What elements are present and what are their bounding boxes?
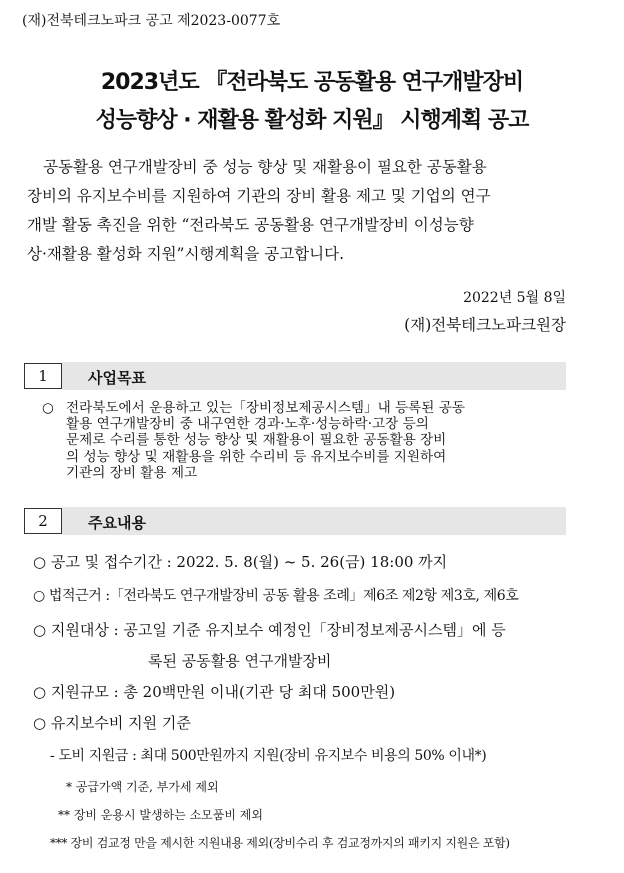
intro-paragraph xyxy=(27,153,597,269)
item-scale: ○ 지원규모 : 총 20백만원 이내(기관 당 최대 500만원) xyxy=(33,683,396,701)
item-target-cont: 록된 공동활용 연구개발장비 xyxy=(148,652,332,670)
intro-line: 상·재활용 활성화 지원”시행계획을 공고합니다. xyxy=(27,245,345,263)
section-1-line: 문제로 수리를 통한 성능 향상 및 재활용이 필요한 공동활용 장비 xyxy=(66,432,447,449)
section-1-line: 기관의 장비 활용 제고 xyxy=(66,464,198,481)
intro-line: 공동활용 연구개발장비 중 성능 향상 및 재활용이 필요한 공동활용 xyxy=(43,158,487,176)
section-2-title: 주요내용 xyxy=(88,514,146,532)
intro-line: 장비의 유지보수비를 지원하여 기관의 장비 활용 제고 및 기업의 연구 xyxy=(27,187,491,205)
announcement-date: 2022년 5월 8일 xyxy=(463,290,566,306)
section-1-line: 의 성능 향상 및 재활용을 위한 수리비 등 유지보수비를 지원하여 xyxy=(66,448,447,465)
item-period: ○ 공고 및 접수기간 : 2022. 5. 8(월) ~ 5. 26(금) 18:00 까지 xyxy=(33,553,448,571)
sub-item-subsidy: - 도비 지원금 : 최대 500만원까지 지원(장비 유지보수 비용의 50% 이내*) xyxy=(50,748,487,764)
item-criteria: ○ 유지보수비 지원 기준 xyxy=(33,714,191,732)
section-1-line: 전라북도에서 운용하고 있는「장비정보제공시스템」내 등록된 공동 xyxy=(66,400,466,416)
note-1: * 공급가액 기준, 부가세 제외 xyxy=(66,780,219,794)
item-target: ○ 지원대상 : 공고일 기준 유지보수 예정인「장비정보제공시스템」에 등 xyxy=(33,621,506,639)
note-3: *** 장비 검교정 만을 제시한 지원내용 제외(장비수리 후 검교정까지의 패키지 지원은 포함) xyxy=(50,836,510,850)
title-line-2: 성능향상 · 재활용 활성화 지원』 시행계획 공고 xyxy=(95,108,529,133)
section-1-number: 1 xyxy=(24,363,62,389)
section-1-title: 사업목표 xyxy=(88,369,146,387)
section-2-number: 2 xyxy=(24,508,62,534)
signature: (재)전북테크노파크원장 xyxy=(404,316,566,334)
document-number: (재)전북테크노파크 공고 제2023-0077호 xyxy=(22,13,281,29)
note-2: ** 장비 운용시 발생하는 소모품비 제외 xyxy=(58,808,263,822)
title-line-1: 2023년도 『전라북도 공동활용 연구개발장비 xyxy=(100,70,524,95)
section-1-line: 활용 연구개발장비 중 내구연한 경과·노후·성능하락·고장 등의 xyxy=(66,416,429,433)
bullet-circle: ○ xyxy=(42,400,54,416)
item-legal-basis: ○ 법적근거 :「전라북도 연구개발장비 공동 활용 조례」제6조 제2항 제3호, 제6호 xyxy=(33,588,519,604)
intro-line: 개발 활동 촉진을 위한 “전라북도 공동활용 연구개발장비 이성능향 xyxy=(27,216,474,234)
